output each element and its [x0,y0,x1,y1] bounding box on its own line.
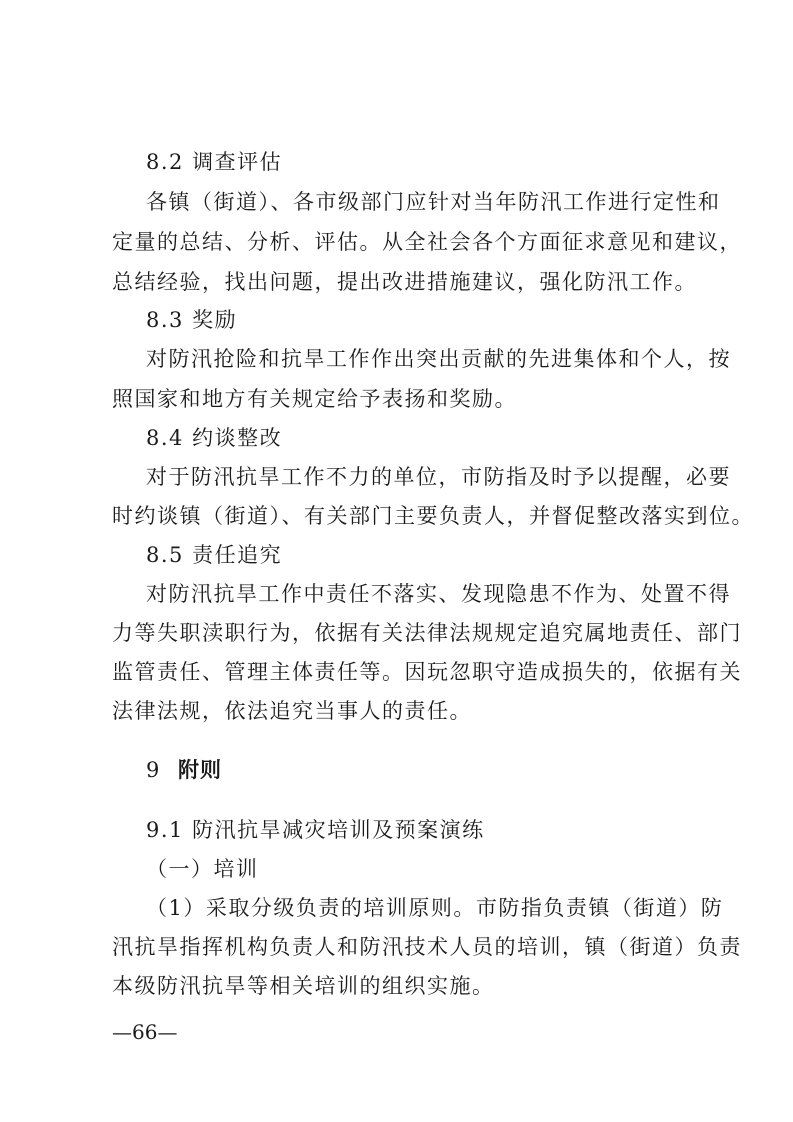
section-heading-8-3: 8.3 奖励 [146,308,238,332]
chapter-heading-9 [146,758,222,782]
section-heading-8-5: 8.5 责任追究 [146,543,283,567]
paragraph-line: 监管责任、管理主体责任等。因玩忽职守造成损失的，依据有关 [112,660,742,684]
paragraph-line: 汛抗旱指挥机构负责人和防汛技术人员的培训，镇（街道）负责 [112,935,742,959]
section-heading-8-4: 8.4 约谈整改 [146,426,283,450]
chapter-title: 附则 [178,758,222,782]
paragraph-line: 照国家和地方有关规定给予表扬和奖励。 [112,387,517,411]
paragraph-line: 法律法规，依法追究当事人的责任。 [112,699,472,723]
paragraph-line: 各镇（街道）、各市级部门应针对当年防汛工作进行定性和 [146,190,721,214]
paragraph-line: 时约谈镇（街道）、有关部门主要负责人，并督促整改落实到位。 [112,504,754,528]
paragraph-line: （1）采取分级负责的培训原则。市防指负责镇（街道）防 [146,896,724,920]
page-number: —66— [112,1020,178,1044]
chapter-number: 9 [146,758,161,782]
paragraph-line: 本级防汛抗旱等相关培训的组织实施。 [112,974,495,998]
paragraph-line: 定量的总结、分析、评估。从全社会各个方面征求意见和建议， [112,230,742,254]
paragraph-line: 对防汛抗旱工作中责任不落实、发现隐患不作为、处置不得 [146,582,731,606]
paragraph-line: 力等失职渎职行为，依据有关法律法规规定追究属地责任、部门 [112,621,742,645]
subsection-heading: （一）培训 [146,857,259,881]
paragraph-line: 对防汛抢险和抗旱工作作出突出贡献的先进集体和个人，按 [146,347,731,371]
section-heading-8-2: 8.2 调查评估 [146,150,283,174]
paragraph-line: 总结经验，找出问题，提出改进措施建议，强化防汛工作。 [112,270,697,294]
section-heading-9-1: 9.1 防汛抗旱减灾培训及预案演练 [146,818,485,842]
paragraph-line: 对于防汛抗旱工作不力的单位，市防指及时予以提醒，必要 [146,465,731,489]
